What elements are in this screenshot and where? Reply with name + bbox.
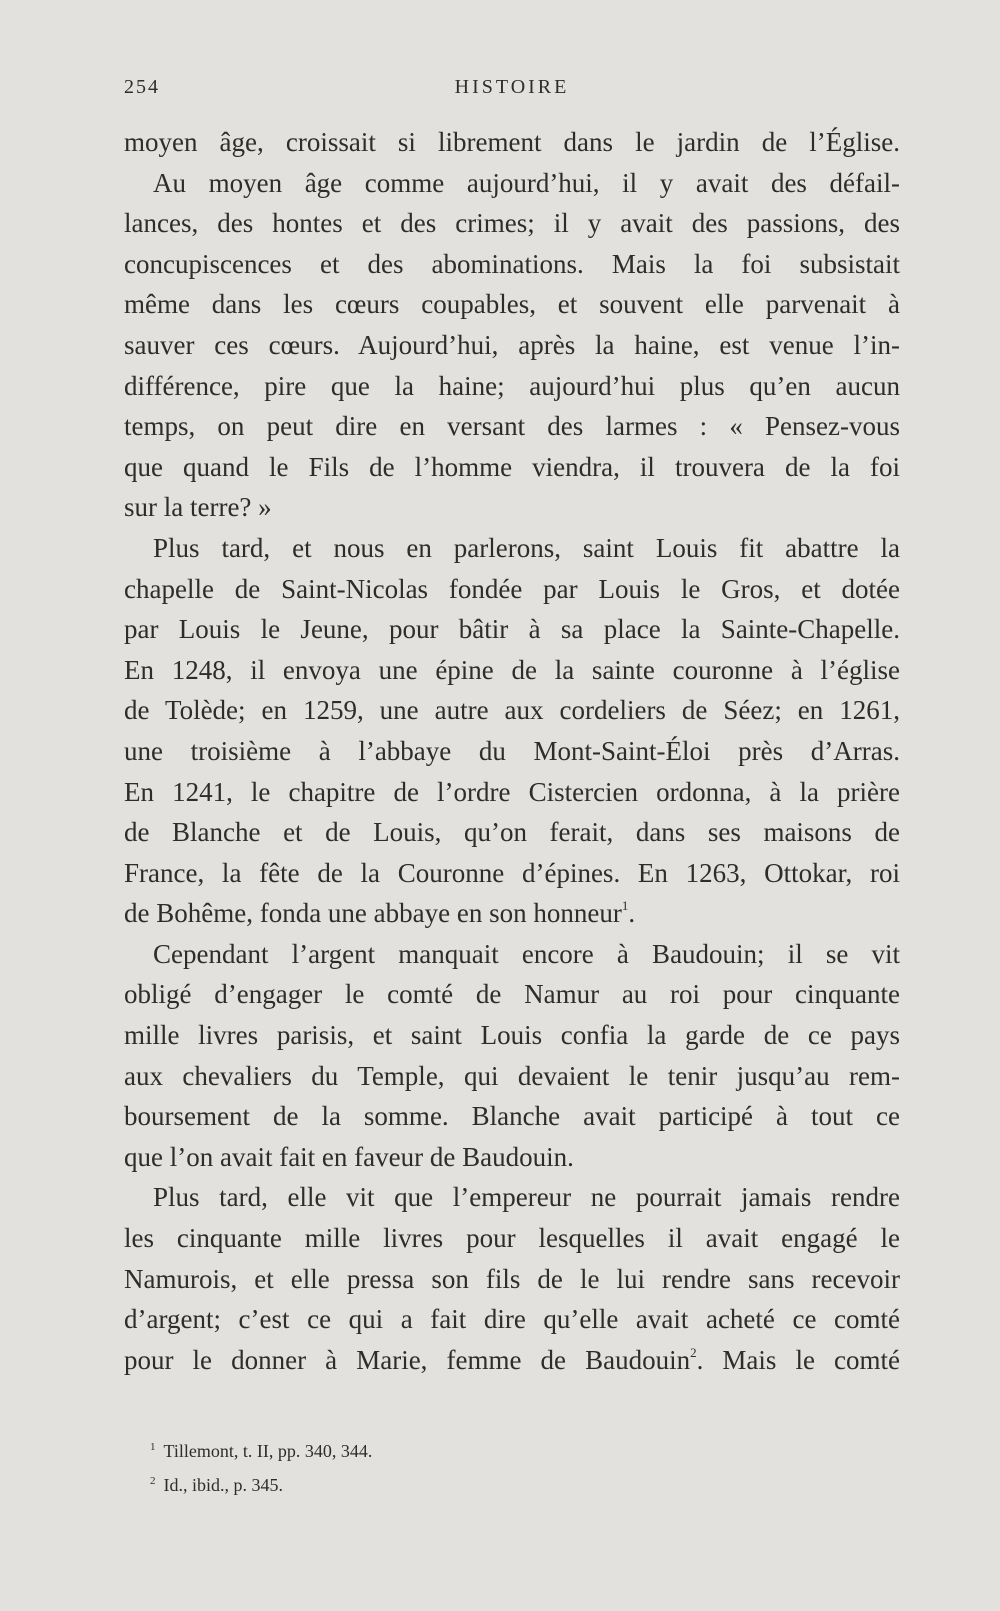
footnote-ref: 2 [690,1344,697,1360]
footnote-text: Id., ibid., p. 345. [163,1475,283,1495]
running-title: HISTOIRE [454,76,570,98]
text-line: mille livres parisis, et saint Louis confia la garde de ce pays [124,1020,900,1051]
running-head [124,76,900,106]
text-line: temps, on peut dire en versant des larmes : « Pensez-vous [124,411,900,442]
text-line: Cependant l’argent manquait encore à Baudouin; il se vit [153,938,900,969]
text-line: chapelle de Saint-Nicolas fondée par Louis le Gros, et dotée [124,573,900,604]
text-line: aux chevaliers du Temple, qui devaient le tenir jusqu’au rem- [124,1060,900,1091]
text-line: Namurois, et elle pressa son fils de le lui rendre sans recevoir [124,1263,900,1294]
text-line [124,893,900,934]
text-line: différence, pire que la haine; aujourd’hui plus qu’en aucun [124,370,900,401]
text-line: France, la fête de la Couronne d’épines. En 1263, Ottokar, roi [124,857,900,888]
text-line: même dans les cœurs coupables, et souvent elle parvenait à [124,289,900,320]
footnote [150,1466,900,1500]
text-line: les cinquante mille livres pour lesquelles il avait engagé le [124,1223,900,1254]
text-line-main: pour le donner à Marie, femme de Baudouin [124,1344,691,1375]
text-line: que l’on avait fait en faveur de Baudouin. [124,1141,574,1172]
footnote [150,1432,900,1466]
text-line: de Tolède; en 1259, une autre aux cordeliers de Séez; en 1261, [124,695,900,726]
text-line: concupiscences et des abominations. Mais la foi subsistait [124,248,900,279]
text-line: sur la terre? » [124,492,272,523]
text-line: obligé d’engager le comté de Namur au roi pour cinquante [124,979,900,1010]
text-line: d’argent; c’est ce qui a fait dire qu’elle avait acheté ce comté [124,1304,900,1335]
footnote-mark: 1 [150,1441,156,1453]
text-line: Plus tard, elle vit que l’empereur ne pourrait jamais rendre [153,1182,900,1213]
text-line-main: de Bohême, fonda une abbaye en son honneur [124,898,622,929]
text-line: boursement de la somme. Blanche avait participé à tout ce [124,1101,900,1132]
text-line: que quand le Fils de l’homme viendra, il trouvera de la foi [124,451,900,482]
text-line: moyen âge, croissait si librement dans le jardin de l’Église. [124,127,900,157]
text-line-tail: . [628,898,636,929]
text-line: Au moyen âge comme aujourd’hui, il y avait des défail- [153,167,900,198]
text-line: En 1248, il envoya une épine de la sainte couronne à l’église [124,654,900,685]
page-number: 254 [124,76,160,98]
footnotes [150,1432,900,1500]
text-line: par Louis le Jeune, pour bâtir à sa place la Sainte-Chapelle. [124,614,900,645]
footnote-mark: 2 [150,1475,156,1487]
body-text [124,122,900,1380]
text-line [124,1340,900,1381]
text-line: une troisième à l’abbaye du Mont-Saint-Éloi près d’Arras. [124,735,900,766]
footnote-ref: 1 [621,898,629,914]
text-line: sauver ces cœurs. Aujourd’hui, après la haine, est venue l’in- [124,329,900,360]
text-line: En 1241, le chapitre de l’ordre Cistercien ordonna, à la prière [124,776,900,807]
text-line: lances, des hontes et des crimes; il y avait des passions, des [124,208,900,239]
text-line: de Blanche et de Louis, qu’on ferait, dans ses maisons de [124,817,900,848]
text-line: Plus tard, et nous en parlerons, saint Louis fit abattre la [153,532,900,563]
footnote-text: Tillemont, t. II, pp. 340, 344. [163,1441,373,1461]
text-line-tail: . Mais le comté [696,1344,900,1375]
